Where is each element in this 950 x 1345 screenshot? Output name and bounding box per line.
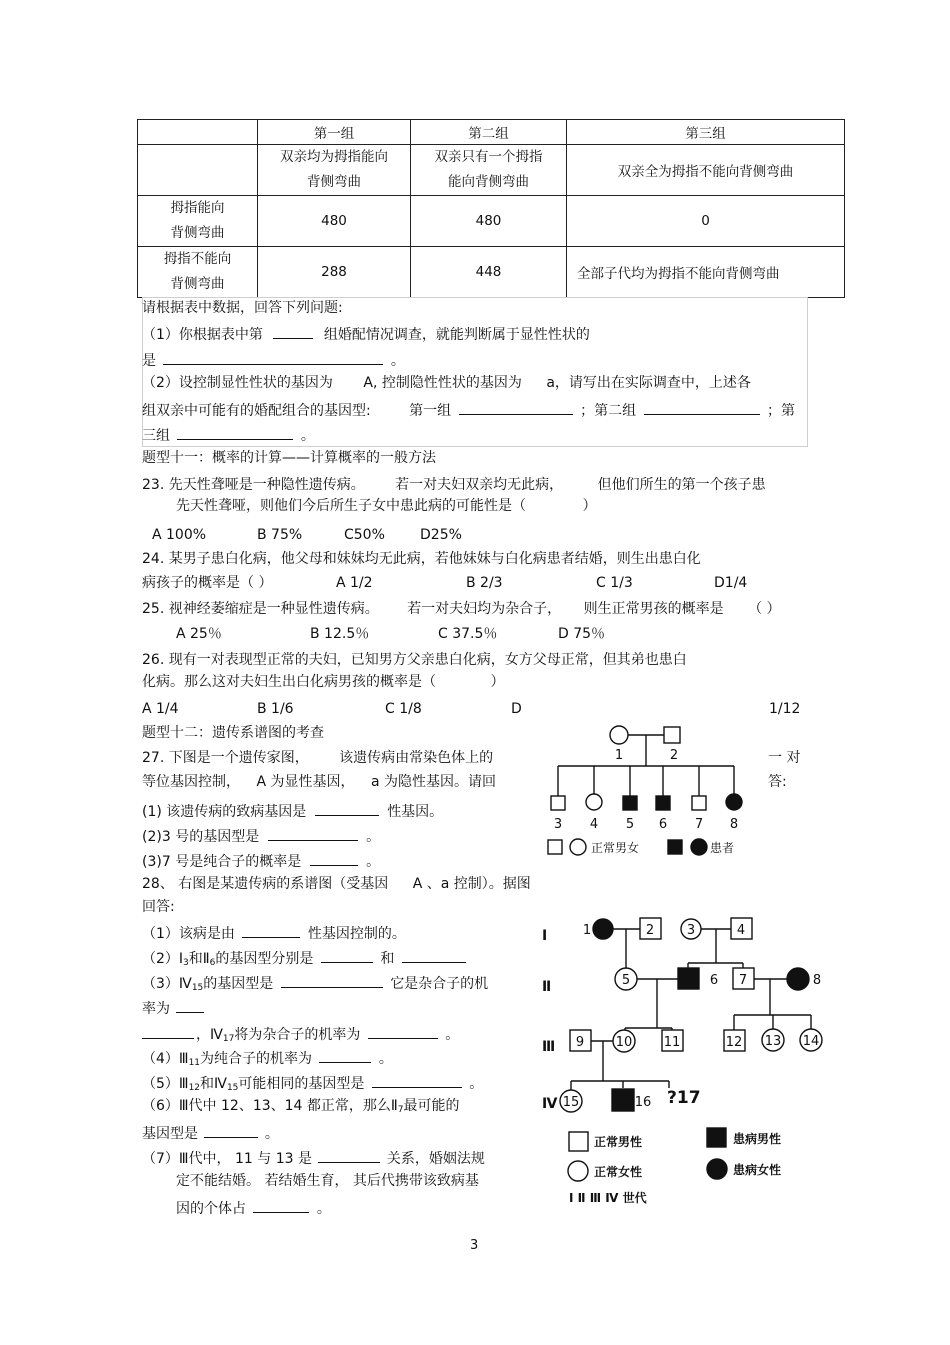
answer-blank[interactable] [402, 948, 466, 963]
question-26-line2: 化病。那么这对夫妇生出白化病男孩的概率是（ ） [142, 674, 505, 690]
pedigree-male-affected [656, 796, 670, 810]
pedigree-female-normal [610, 726, 628, 744]
question-2-line1: （2）设控制显性性状的基因为 A, 控制隐性性状的基因为 a，请写出在实际调查中，上述各 [142, 375, 751, 391]
pedigree-label: 6 [658, 817, 668, 832]
question-23-line1: 23. 先天性聋哑是一种隐性遗传病。 若一对夫妇双亲均无此病， 但他们所生的第一个孩子患 [142, 477, 766, 493]
pedigree-chart-27 [534, 718, 750, 870]
question-27-part1: (1) 该遗传病的致病基因是 性基因。 [142, 801, 443, 821]
pedigree-female-affected [726, 794, 742, 810]
question-28-line1: 28、 右图是某遗传病的系谱图（受基因 A 、a 控制）。据图 [142, 876, 531, 892]
instruction-text: 请根据表中数据，回答下列问题: [142, 300, 343, 316]
question-28-part2: $(2)Ⅰ_3$和$Ⅱ_6$的基因型分别是 和 [142, 948, 469, 969]
question-28-line2: 回答: [142, 899, 175, 915]
option-26a: A 1/4 [142, 701, 179, 717]
table-cell: 0 [567, 196, 845, 247]
answer-blank[interactable] [368, 1024, 438, 1039]
question-27-line2: 等位基因控制， A 为显性基因， a 为隐性基因。请回 [142, 774, 496, 790]
table-cell: 448 [411, 247, 567, 298]
pedigree-label: 4 [736, 923, 746, 938]
pedigree-chart-28 [533, 905, 833, 1217]
pedigree-label: 3 [553, 817, 563, 832]
option-26b: B 1/6 [257, 701, 294, 717]
question-28-part7: （7）Ⅲ代中， 11 与 13 是 关系，婚姻法规 [142, 1148, 485, 1168]
legend-affected-label: 患者 [710, 841, 735, 855]
legend-label: 正常男性 [594, 1135, 643, 1149]
table-subheader-cell: 双亲全为拇指不能向背侧弯曲 [567, 145, 845, 196]
table-cell: 480 [411, 196, 567, 247]
option-23c: C50% [344, 527, 385, 543]
question-28-part5: $(5)Ⅲ_{12}$和$Ⅳ_{15}$可能相同的基因型是 。 [142, 1073, 483, 1094]
pedigree-label: 8 [729, 817, 739, 832]
legend-label: 正常女性 [594, 1165, 643, 1179]
question-28-part6-line2: 基因型是 。 [142, 1123, 279, 1143]
generation-label: Ⅰ [542, 928, 548, 944]
option-26d-value: 1/12 [769, 701, 801, 717]
question-28-part3-line2: 率为 [142, 998, 204, 1018]
question-28-part6: （6）Ⅲ代中 12、13、14 都正常，那么$Ⅱ_7$最可能的 [142, 1098, 460, 1115]
legend-filled-square-icon [707, 1128, 726, 1147]
legend-square-icon [569, 1132, 588, 1151]
pedigree-label: 15 [562, 1095, 580, 1110]
pedigree-label: 11 [663, 1035, 681, 1050]
pedigree-label: 5 [625, 817, 635, 832]
pedigree-label: 9 [575, 1035, 585, 1050]
option-24b: B 2/3 [466, 575, 503, 591]
question-24-line1: 24. 某男子患白化病，他父母和妹妹均无此病，若他妹妹与白化病患者结婚，则生出患白化 [142, 551, 701, 567]
legend-filled-circle-icon [691, 839, 707, 855]
question-2-line3: 三组 。 [142, 425, 315, 445]
question-28-part3-line3: ，$Ⅳ_{17}$将为杂合子的机率为 。 [142, 1024, 459, 1045]
legend-circle-icon [568, 1161, 588, 1181]
question-25-line1: 25. 视神经萎缩症是一种显性遗传病。 若一对夫妇均为杂合子， 则生正常男孩的概率是 （ ） [142, 601, 781, 617]
question-27-side2: 答: [768, 774, 787, 790]
pedigree-female-affected [593, 919, 613, 939]
option-25d: D 75％ [558, 626, 606, 642]
answer-blank[interactable] [372, 1073, 462, 1088]
answer-blank[interactable] [142, 1024, 194, 1039]
question-1-line1: （1）你根据表中第 组婚配情况调查，就能判断属于显性性状的 [142, 324, 590, 344]
pedigree-female-normal [586, 794, 602, 810]
legend-filled-square-icon [668, 840, 682, 854]
pedigree-label: 10 [615, 1035, 633, 1050]
legend-label: 患病男性 [733, 1132, 782, 1146]
question-27-part2: (2)3 号的基因型是 。 [142, 826, 380, 846]
table-row [138, 247, 845, 298]
question-23-line2: 先天性聋哑，则他们今后所生子女中患此病的可能性是（ ） [176, 498, 597, 514]
option-24d: D1/4 [714, 575, 748, 591]
question-27-side1: 一 对 [768, 750, 801, 766]
unknown-individual-label: ?17 [667, 1088, 701, 1108]
pedigree-male-normal [692, 796, 706, 810]
pedigree-label: 13 [764, 1034, 782, 1049]
legend-label: 患病女性 [733, 1163, 782, 1177]
answer-blank[interactable] [459, 400, 573, 415]
answer-blank[interactable] [268, 826, 358, 841]
answer-blank[interactable] [253, 1198, 309, 1213]
table-subheader-cell: 双亲均为拇指能向 背侧弯曲 [258, 145, 411, 196]
answer-blank[interactable] [273, 324, 313, 339]
table-cell: 288 [258, 247, 411, 298]
option-24c: C 1/3 [596, 575, 633, 591]
answer-blank[interactable] [163, 350, 383, 365]
table-row [138, 196, 845, 247]
table-cell: 全部子代均为拇指不能向背侧弯曲 [567, 247, 845, 298]
pedigree-label: 2 [645, 923, 655, 938]
table-header-cell: 第二组 [411, 120, 567, 145]
pedigree-male-affected [612, 1089, 634, 1111]
pedigree-male-normal [664, 727, 680, 743]
pedigree-male-affected [623, 796, 637, 810]
pedigree-label: 7 [694, 817, 704, 832]
generation-label: Ⅳ [542, 1096, 558, 1112]
question-28-part7-line3: 因的个体占 。 [176, 1198, 331, 1218]
generation-label: Ⅱ [542, 979, 552, 995]
page-number: 3 [470, 1238, 479, 1253]
answer-blank[interactable] [321, 948, 373, 963]
table-corner-cell [138, 120, 258, 145]
answer-blank[interactable] [242, 923, 300, 938]
section-title-12: 题型十二：遗传系谱图的考查 [142, 725, 324, 741]
pedigree-label: 12 [725, 1035, 743, 1050]
answer-blank[interactable] [176, 998, 204, 1013]
pedigree-label: 7 [738, 973, 748, 988]
question-2-line2: 组双亲中可能有的婚配组合的基因型: 第一组 ；第二组 ；第 [142, 400, 795, 420]
option-24a: A 1/2 [336, 575, 373, 591]
pedigree-label: 1 [614, 748, 624, 763]
pedigree-label: 5 [621, 973, 631, 988]
option-25a: A 25％ [176, 626, 222, 642]
option-23a: A 100% [152, 527, 207, 543]
table-row-label: 拇指能向 背侧弯曲 [138, 196, 258, 247]
question-27-part3: (3)7 号是纯合子的概率是 。 [142, 851, 380, 871]
table-cell: 480 [258, 196, 411, 247]
generation-legend: Ⅰ Ⅱ Ⅲ Ⅳ 世代 [569, 1191, 647, 1205]
legend-square-icon [548, 840, 562, 854]
legend-filled-circle-icon [707, 1159, 727, 1179]
answer-blank[interactable] [644, 400, 760, 415]
answer-blank[interactable] [281, 973, 383, 988]
option-23d: D25% [420, 527, 462, 543]
answer-blank[interactable] [204, 1123, 258, 1138]
answer-blank[interactable] [315, 801, 379, 816]
option-26c: C 1/8 [385, 701, 422, 717]
table-row-label: 拇指不能向 背侧弯曲 [138, 247, 258, 298]
option-26d: D [511, 701, 522, 717]
option-23b: B 75% [257, 527, 303, 543]
pedigree-male-normal [551, 796, 565, 810]
pedigree-label: 6 [709, 973, 719, 988]
answer-blank[interactable] [318, 1148, 380, 1163]
question-27-line1: 27. 下图是一个遗传家图， 该遗传病由常染色体上的 [142, 750, 494, 766]
generation-label: Ⅲ [542, 1039, 556, 1055]
pedigree-label: 2 [669, 748, 679, 763]
answer-blank[interactable] [319, 1048, 371, 1063]
pedigree-label: 14 [802, 1034, 820, 1049]
answer-blank[interactable] [177, 425, 293, 440]
pedigree-label: 3 [686, 923, 696, 938]
table-subheader-cell: 双亲只有一个拇指 能向背侧弯曲 [411, 145, 567, 196]
pedigree-label: 1 [582, 923, 592, 938]
legend-normal-label: 正常男女 [591, 841, 640, 855]
table-header-cell: 第三组 [567, 120, 845, 145]
pedigree-label: 4 [589, 817, 599, 832]
option-25c: C 37.5％ [438, 626, 498, 642]
question-28-part7-line2: 定不能结婚。 若结婚生育， 其后代携带该致病基 [176, 1173, 479, 1189]
question-28-part4: $(4)Ⅲ_{11}$为纯合子的机率为 。 [142, 1048, 393, 1069]
question-28-part1: （1）该病是由 性基因控制的。 [142, 923, 406, 943]
pedigree-label: 16 [634, 1095, 652, 1110]
table-header-cell: 第一组 [258, 120, 411, 145]
pedigree-female-affected [787, 968, 809, 990]
pedigree-male-affected [678, 968, 699, 989]
table-corner-cell [138, 145, 258, 196]
question-26-line1: 26. 现有一对表现型正常的夫妇，已知男方父亲患白化病，女方父母正常，但其弟也患白 [142, 652, 687, 668]
question-1-line2: 是 。 [142, 350, 405, 370]
pedigree-label: 8 [812, 973, 822, 988]
question-24-line2: 病孩子的概率是（ ） [142, 575, 273, 591]
answer-blank[interactable] [310, 851, 358, 866]
survey-table [137, 119, 845, 298]
option-25b: B 12.5％ [310, 626, 370, 642]
legend-circle-icon [570, 839, 586, 855]
question-28-part3: $(3)Ⅳ_{15}$的基因型是 它是杂合子的机 [142, 973, 488, 994]
section-title-11: 题型十一：概率的计算——计算概率的一般方法 [142, 450, 436, 466]
